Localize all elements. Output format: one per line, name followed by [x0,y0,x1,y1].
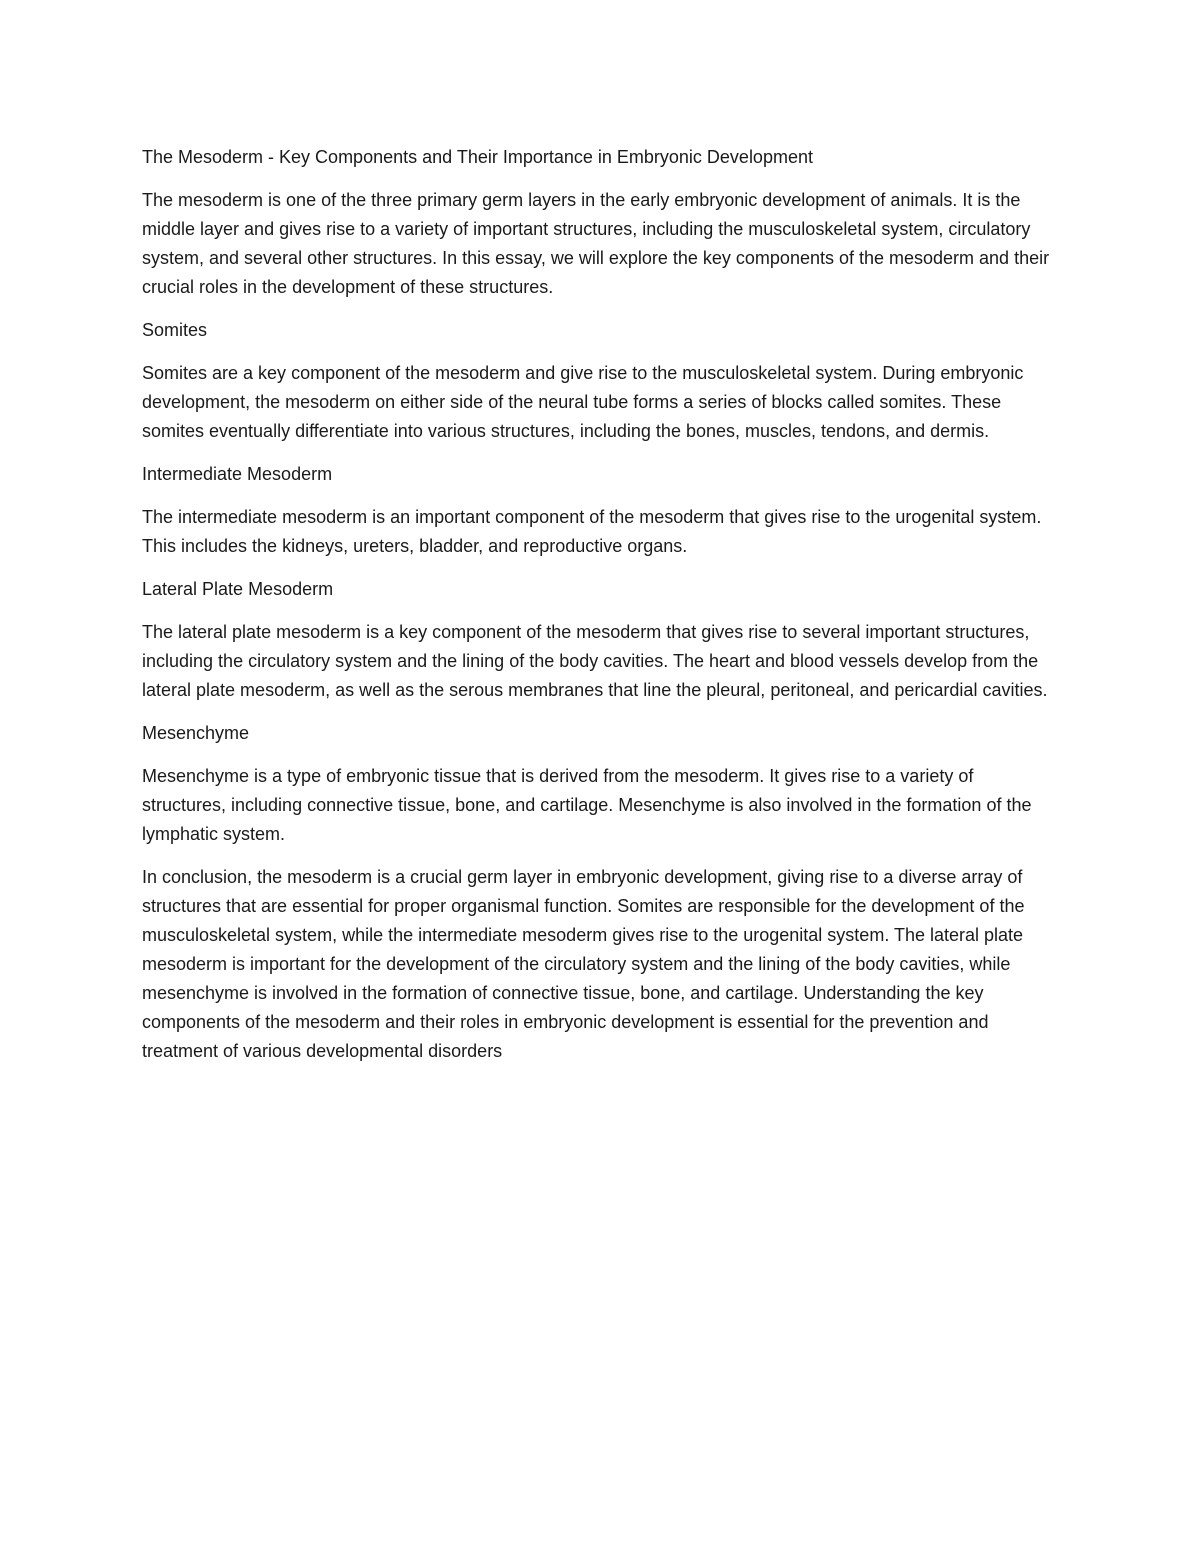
document-title: The Mesoderm - Key Components and Their Importance in Embryonic Development [142,147,813,167]
section-heading-intermediate-mesoderm: Intermediate Mesoderm [142,464,333,484]
section-body-somites: Somites are a key component of the mesoderm and give rise to the musculoskeletal system. During embryonic development, the mesoderm on either side of the neural tube forms a series of blocks called somites. These somites eventually differentiate into various structures, including the bones, muscles, tendons, and dermis. [142,363,1024,441]
section-body-intermediate-mesoderm: The intermediate mesoderm is an important component of the mesoderm that gives rise to the urogenital system. This includes the kidneys, ureters, bladder, and reproductive organs. [142,507,1042,556]
section-heading-somites: Somites [142,320,208,340]
section-heading-lateral-plate-mesoderm: Lateral Plate Mesoderm [142,579,334,599]
section-heading-mesenchyme: Mesenchyme [142,723,250,743]
intro-paragraph: The mesoderm is one of the three primary germ layers in the early embryonic development of animals. It is the middle layer and gives rise to a variety of important structures, including the musculoskeletal system, circulatory system, and several other structures. In this essay, we will explore the key components of the mesoderm and their crucial roles in the development of these structures. [142,190,1050,297]
section-body-lateral-plate-mesoderm: The lateral plate mesoderm is a key component of the mesoderm that gives rise to several important structures, including the circulatory system and the lining of the body cavities. The heart and blood vessels develop from the lateral plate mesoderm, as well as the serous membranes that line the pleural, peritoneal, and pericardial cavities. [142,622,1048,700]
document-body [142,143,1062,1080]
conclusion-paragraph: In conclusion, the mesoderm is a crucial germ layer in embryonic development, giving rise to a diverse array of structures that are essential for proper organismal function. Somites are responsible for the development of the musculoskeletal system, while the intermediate mesoderm gives rise to the urogenital system. The lateral plate mesoderm is important for the development of the circulatory system and the lining of the body cavities, while mesenchyme is involved in the formation of connective tissue, bone, and cartilage. Understanding the key components of the mesoderm and their roles in embryonic development is essential for the prevention and treatment of various developmental disorders [142,867,1025,1061]
section-body-mesenchyme: Mesenchyme is a type of embryonic tissue that is derived from the mesoderm. It gives rise to a variety of structures, including connective tissue, bone, and cartilage. Mesenchyme is also involved in the formation of the lymphatic system. [142,766,1032,844]
